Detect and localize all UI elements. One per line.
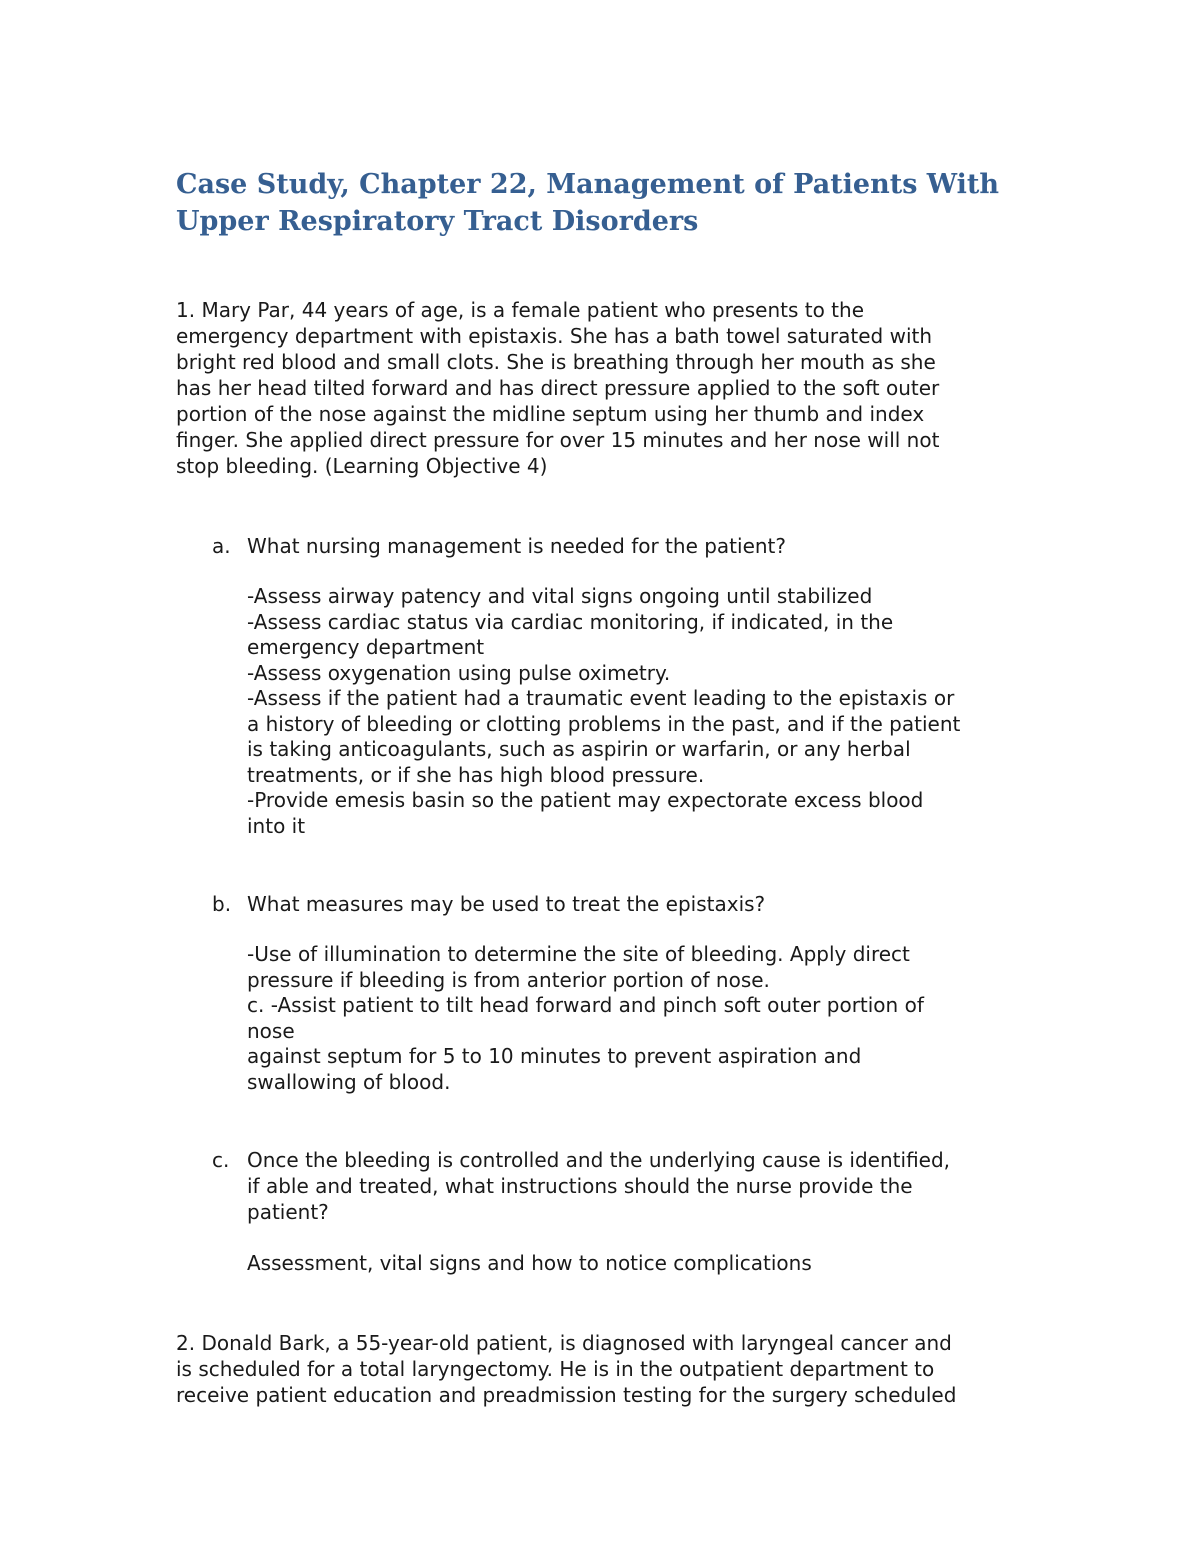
answer-line: pressure if bleeding is from anterior portion of nose. — [247, 967, 770, 992]
answer-line: -Assess oxygenation using pulse oximetry. — [247, 660, 671, 685]
question-2-text — [176, 1330, 956, 1408]
subquestion-line: Once the bleeding is controlled and the underlying cause is identified, — [247, 1148, 951, 1172]
subquestion-b-text — [247, 891, 765, 917]
question-1-line: stop bleeding. (Learning Objective 4) — [176, 454, 548, 478]
answer-line: emergency department — [247, 635, 485, 659]
subquestion-a-answer — [247, 584, 960, 839]
question-1-line: emergency department with epistaxis. She has a bath towel saturated with — [176, 324, 933, 348]
subquestion-c-answer — [247, 1251, 812, 1277]
answer-line: -Use of illumination to determine the site of bleeding. Apply direct — [247, 942, 910, 966]
answer-line: treatments, or if she has high blood pressure. — [247, 762, 705, 787]
answer-line: -Assess cardiac status via cardiac monitoring, if indicated, in the — [247, 609, 894, 634]
title-line-2: Upper Respiratory Tract Disorders — [176, 206, 699, 237]
question-1-line: finger. She applied direct pressure for over 15 minutes and her nose will not — [176, 428, 940, 452]
subquestion-line: patient? — [247, 1200, 329, 1224]
answer-line: is taking anticoagulants, such as aspirin or warfarin, or any herbal — [247, 737, 911, 761]
list-marker-b: b. — [212, 892, 232, 916]
answer-line: against septum for 5 to 10 minutes to prevent aspiration and — [247, 1044, 862, 1068]
title-line-1: Case Study, Chapter 22, Management of Patients With — [176, 169, 1000, 200]
answer-line: -Assess airway patency and vital signs ongoing until stabilized — [247, 584, 873, 608]
subquestion-line: What nursing management is needed for the patient? — [247, 534, 787, 558]
question-1-line: portion of the nose against the midline septum using her thumb and index — [176, 402, 925, 426]
answer-line: c. -Assist patient to tilt head forward and pinch soft outer portion of — [247, 993, 924, 1017]
subquestion-c-text — [247, 1147, 950, 1225]
subquestion-line: What measures may be used to treat the epistaxis? — [247, 892, 766, 916]
answer-line: a history of bleeding or clotting problems in the past, and if the patient — [247, 711, 961, 736]
list-marker-c: c. — [212, 1148, 230, 1172]
question-2-line: 2. Donald Bark, a 55-year-old patient, is diagnosed with laryngeal cancer and — [176, 1331, 952, 1355]
document-title — [176, 166, 1076, 240]
answer-line: nose — [247, 1018, 295, 1043]
list-marker-a: a. — [212, 534, 231, 558]
answer-line: -Provide emesis basin so the patient may expectorate excess blood — [247, 788, 924, 812]
subquestion-a-text — [247, 533, 786, 559]
question-1-text — [176, 297, 939, 479]
question-1-line: has her head tilted forward and has direct pressure applied to the soft outer — [176, 376, 940, 400]
answer-line: swallowing of blood. — [247, 1069, 451, 1094]
subquestion-line: if able and treated, what instructions should the nurse provide the — [247, 1174, 913, 1198]
question-1-line: bright red blood and small clots. She is breathing through her mouth as she — [176, 350, 936, 374]
answer-line: into it — [247, 813, 306, 838]
question-1-line: 1. Mary Par, 44 years of age, is a female patient who presents to the — [176, 298, 864, 322]
subquestion-b-answer — [247, 942, 924, 1095]
answer-line: Assessment, vital signs and how to notice complications — [247, 1251, 812, 1275]
answer-line: -Assess if the patient had a traumatic event leading to the epistaxis or — [247, 686, 955, 710]
question-2-line: is scheduled for a total laryngectomy. He is in the outpatient department to — [176, 1357, 935, 1381]
question-2-line: receive patient education and preadmission testing for the surgery scheduled — [176, 1383, 957, 1407]
